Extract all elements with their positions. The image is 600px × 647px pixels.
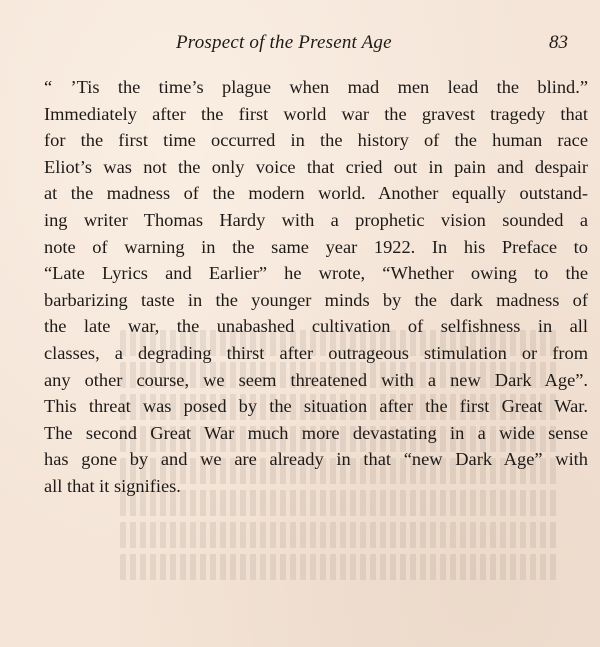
body-paragraph <box>44 74 588 500</box>
text-line: The second Great War much more devastating in a wide sense <box>44 422 588 443</box>
text-line: at the madness of the modern world. Another equally outstand- <box>44 183 588 204</box>
text-line: “Late Lyrics and Earlier” he wrote, “Whether owing to the <box>44 263 588 284</box>
text-line: This threat was posed by the situation after the first Great War. <box>44 396 588 417</box>
page-number: 83 <box>549 32 568 53</box>
running-header <box>40 32 580 58</box>
show-through-line <box>120 522 560 548</box>
text-line: for the first time occurred in the history of the human race <box>44 130 588 151</box>
text-line: note of warning in the same year 1922. In his Preface to <box>44 236 588 257</box>
running-title: Prospect of the Present Age <box>176 32 392 53</box>
text-line: ing writer Thomas Hardy with a prophetic vision sounded a <box>44 209 588 230</box>
text-line: Immediately after the first world war the gravest tragedy that <box>44 103 588 124</box>
text-line: all that it signifies. <box>44 475 181 496</box>
text-line: barbarizing taste in the younger minds by the dark madness of <box>44 289 588 310</box>
text-line: “ ’Tis the time’s plague when mad men lead the blind.” <box>44 77 588 97</box>
text-line: has gone by and we are already in that “new Dark Age” with <box>44 449 588 470</box>
text-line: Eliot’s was not the only voice that cried out in pain and despair <box>44 156 588 177</box>
show-through-line <box>120 554 560 580</box>
text-line: classes, a degrading thirst after outrageous stimulation or from <box>44 342 588 363</box>
text-line: the late war, the unabashed cultivation of selfishness in all <box>44 316 588 337</box>
text-line: any other course, we seem threatened with a new Dark Age”. <box>44 369 588 390</box>
